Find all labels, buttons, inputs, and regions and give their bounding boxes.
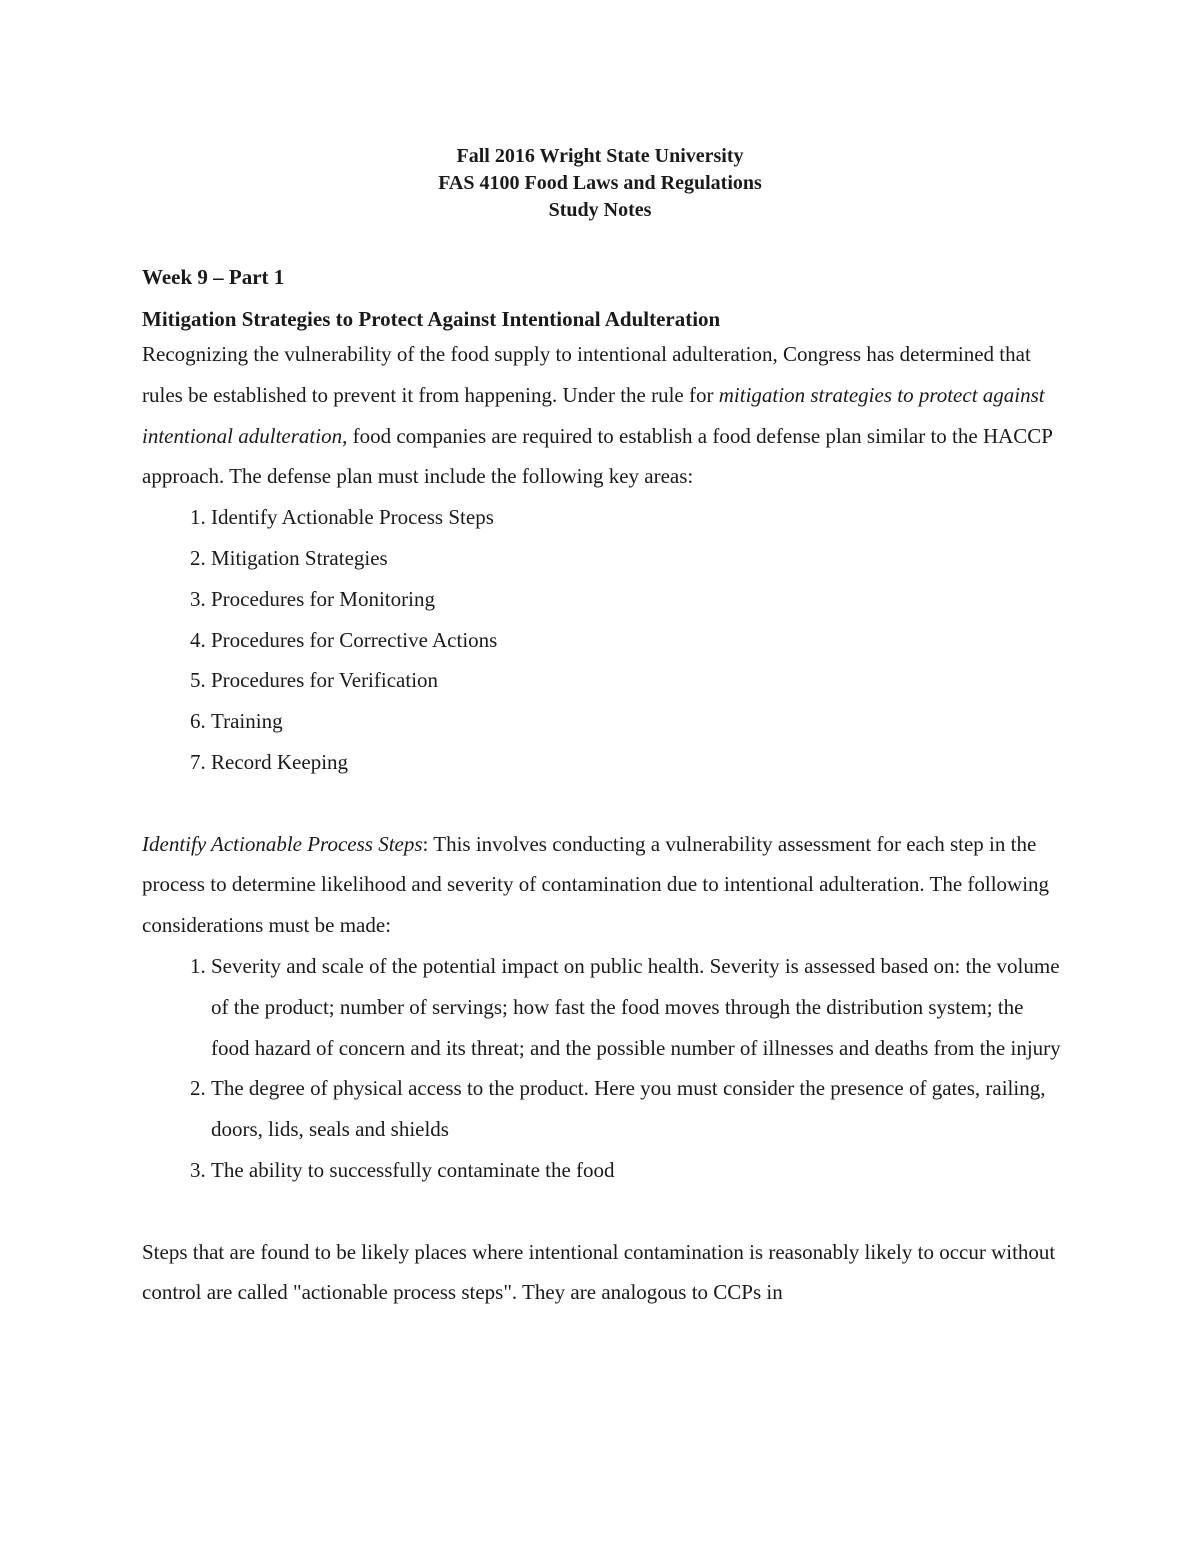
list-item: 3. Procedures for Monitoring (211, 579, 1062, 620)
list-item: 2. The degree of physical access to the product. Here you must consider the presence of gates, railing, doors, lids, seals and shields (211, 1068, 1062, 1150)
week-heading: Week 9 – Part 1 (142, 265, 285, 289)
actionable-label: Identify Actionable Process Steps (142, 831, 423, 856)
intro-paragraph (142, 334, 1062, 497)
document-body (142, 262, 1062, 1313)
closing-paragraph: Steps that are found to be likely places where intentional contamination is reasonably likely to occur without control are called "actionable process steps". They are analogous to CCPs in (142, 1239, 1056, 1305)
section-title: Mitigation Strategies to Protect Against Intentional Adulteration (142, 307, 721, 331)
intro-text-2: , food companies are required to establish a food defense plan similar to the HACCP approach. The defense plan must include the following key areas: (142, 423, 1053, 489)
list-item: 2. Mitigation Strategies (211, 538, 1062, 579)
actionable-text: : This involves conducting a vulnerability assessment for each step in the process to determine likelihood and severity of contamination due to intentional adulteration. The following considerations must be made: (142, 831, 1050, 938)
list-item: 7. Record Keeping (211, 742, 1062, 783)
header-line-2: FAS 4100 Food Laws and Regulations (438, 172, 762, 194)
blank-line (142, 1191, 1062, 1232)
header-line-3: Study Notes (548, 199, 652, 221)
list-item: 6. Training (211, 701, 1062, 742)
list-item: 4. Procedures for Corrective Actions (211, 620, 1062, 661)
list-item: 1. Identify Actionable Process Steps (211, 497, 1062, 538)
list-item: 5. Procedures for Verification (211, 660, 1062, 701)
intro-italic: mitigation strategies to protect against intentional adulteration (142, 382, 1045, 448)
key-areas-list (142, 497, 1062, 783)
list-item: 1. Severity and scale of the potential impact on public health. Severity is assessed based on: the volume of the product; number of servings; how fast the food moves through the distribution system; the food hazard of concern and its threat; and the possible number of illnesses and deaths from the injury (211, 946, 1062, 1068)
blank-line (142, 783, 1062, 824)
intro-text-1: Recognizing the vulnerability of the food supply to intentional adulteration, Congress has determined that rules be established to prevent it from happening. Under the rule for (142, 342, 1031, 407)
document-header (0, 143, 1200, 224)
actionable-paragraph (142, 824, 1062, 946)
list-item: 3. The ability to successfully contaminate the food (211, 1150, 1062, 1191)
header-line-1: Fall 2016 Wright State University (456, 145, 744, 167)
considerations-list (142, 946, 1062, 1191)
